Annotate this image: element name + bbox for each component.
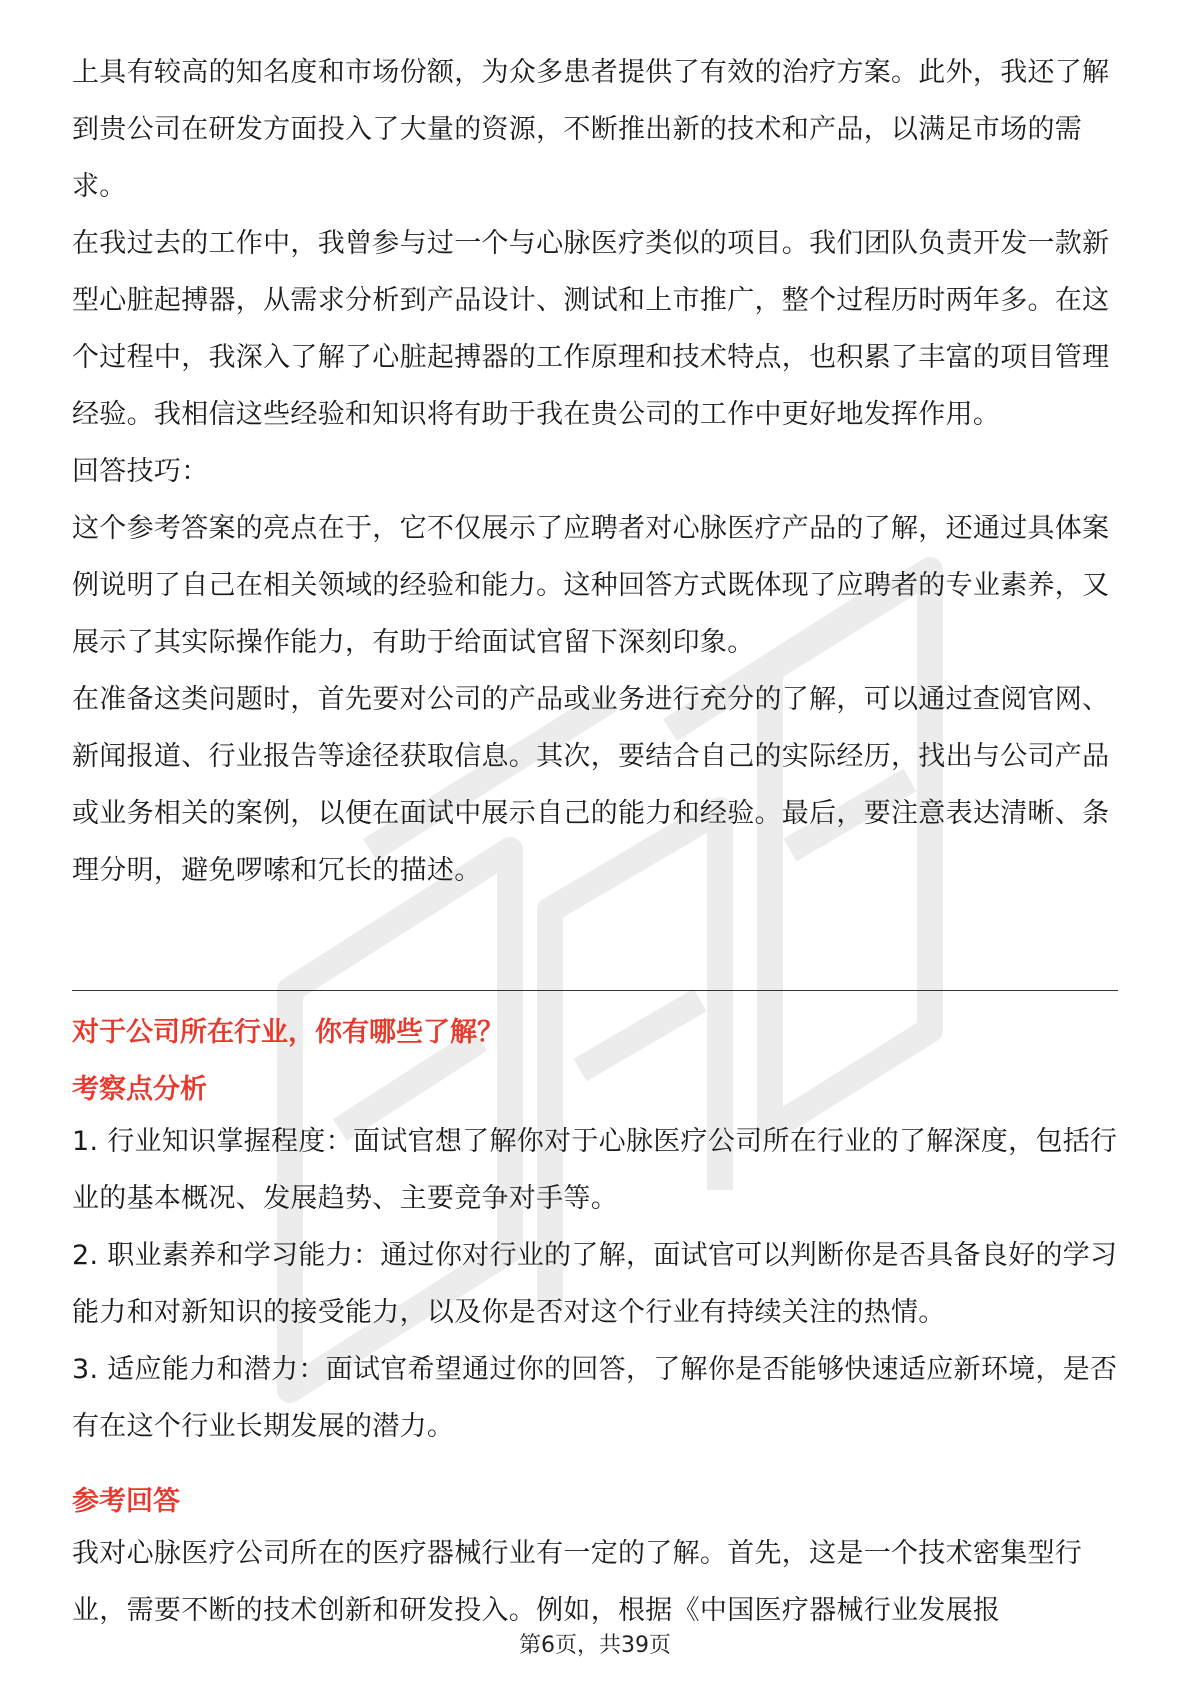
analysis-item: 2. 职业素养和学习能力：通过你对行业的了解，面试官可以判断你是否具备良好的学习能力和对新知识的接受能力，以及你是否对这个行业有持续关注的热情。 <box>72 1240 1118 1328</box>
answer-paragraph: 我对心脉医疗公司所在的医疗器械行业有一定的了解。首先，这是一个技术密集型行业，需要不断的技术创新和研发投入。例如，根据《中国医疗器械行业发展报 <box>72 1538 1083 1626</box>
paragraph-tips-highlight: 这个参考答案的亮点在于，它不仅展示了应聘者对心脉医疗产品的了解，还通过具体案例说明了自己在相关领域的经验和能力。这种回答方式既体现了应聘者的专业素养，又展示了其实际操作能力，有助于给面试官留下深刻印象。 <box>72 513 1110 658</box>
top-text-block <box>72 44 1118 899</box>
page-number: 第6页，共39页 <box>519 1633 671 1658</box>
answer-block <box>72 1525 1118 1639</box>
section-divider <box>72 990 1118 991</box>
analysis-item: 3. 适应能力和潜力：面试官希望通过你的回答，了解你是否能够快速适应新环境，是否有在这个行业长期发展的潜力。 <box>72 1354 1118 1442</box>
question-title: 对于公司所在行业，你有哪些了解？ <box>72 1017 504 1048</box>
analysis-item: 1. 行业知识掌握程度：面试官想了解你对于心脉医疗公司所在行业的了解深度，包括行业的基本概况、发展趋势、主要竞争对手等。 <box>72 1126 1118 1214</box>
paragraph-company-intro: 上具有较高的知名度和市场份额，为众多患者提供了有效的治疗方案。此外，我还了解到贵公司在研发方面投入了大量的资源，不断推出新的技术和产品，以满足市场的需求。 <box>72 57 1110 202</box>
paragraph-tips-preparation: 在准备这类问题时，首先要对公司的产品或业务进行充分的了解，可以通过查阅官网、新闻报道、行业报告等途径获取信息。其次，要结合自己的实际经历，找出与公司产品或业务相关的案例，以便在面试中展示自己的能力和经验。最后，要注意表达清晰、条理分明，避免啰嗦和冗长的描述。 <box>72 684 1110 886</box>
analysis-heading: 考察点分析 <box>72 1074 207 1105</box>
paragraph-experience: 在我过去的工作中，我曾参与过一个与心脉医疗类似的项目。我们团队负责开发一款新型心脏起搏器，从需求分析到产品设计、测试和上市推广，整个过程历时两年多。在这个过程中，我深入了解了心脏起搏器的工作原理和技术特点，也积累了丰富的项目管理经验。我相信这些经验和知识将有助于我在贵公司的工作中更好地发挥作用。 <box>72 228 1110 430</box>
paragraph-tips-label: 回答技巧： <box>72 456 209 487</box>
answer-heading: 参考回答 <box>72 1486 180 1517</box>
analysis-list <box>72 1113 1118 1455</box>
